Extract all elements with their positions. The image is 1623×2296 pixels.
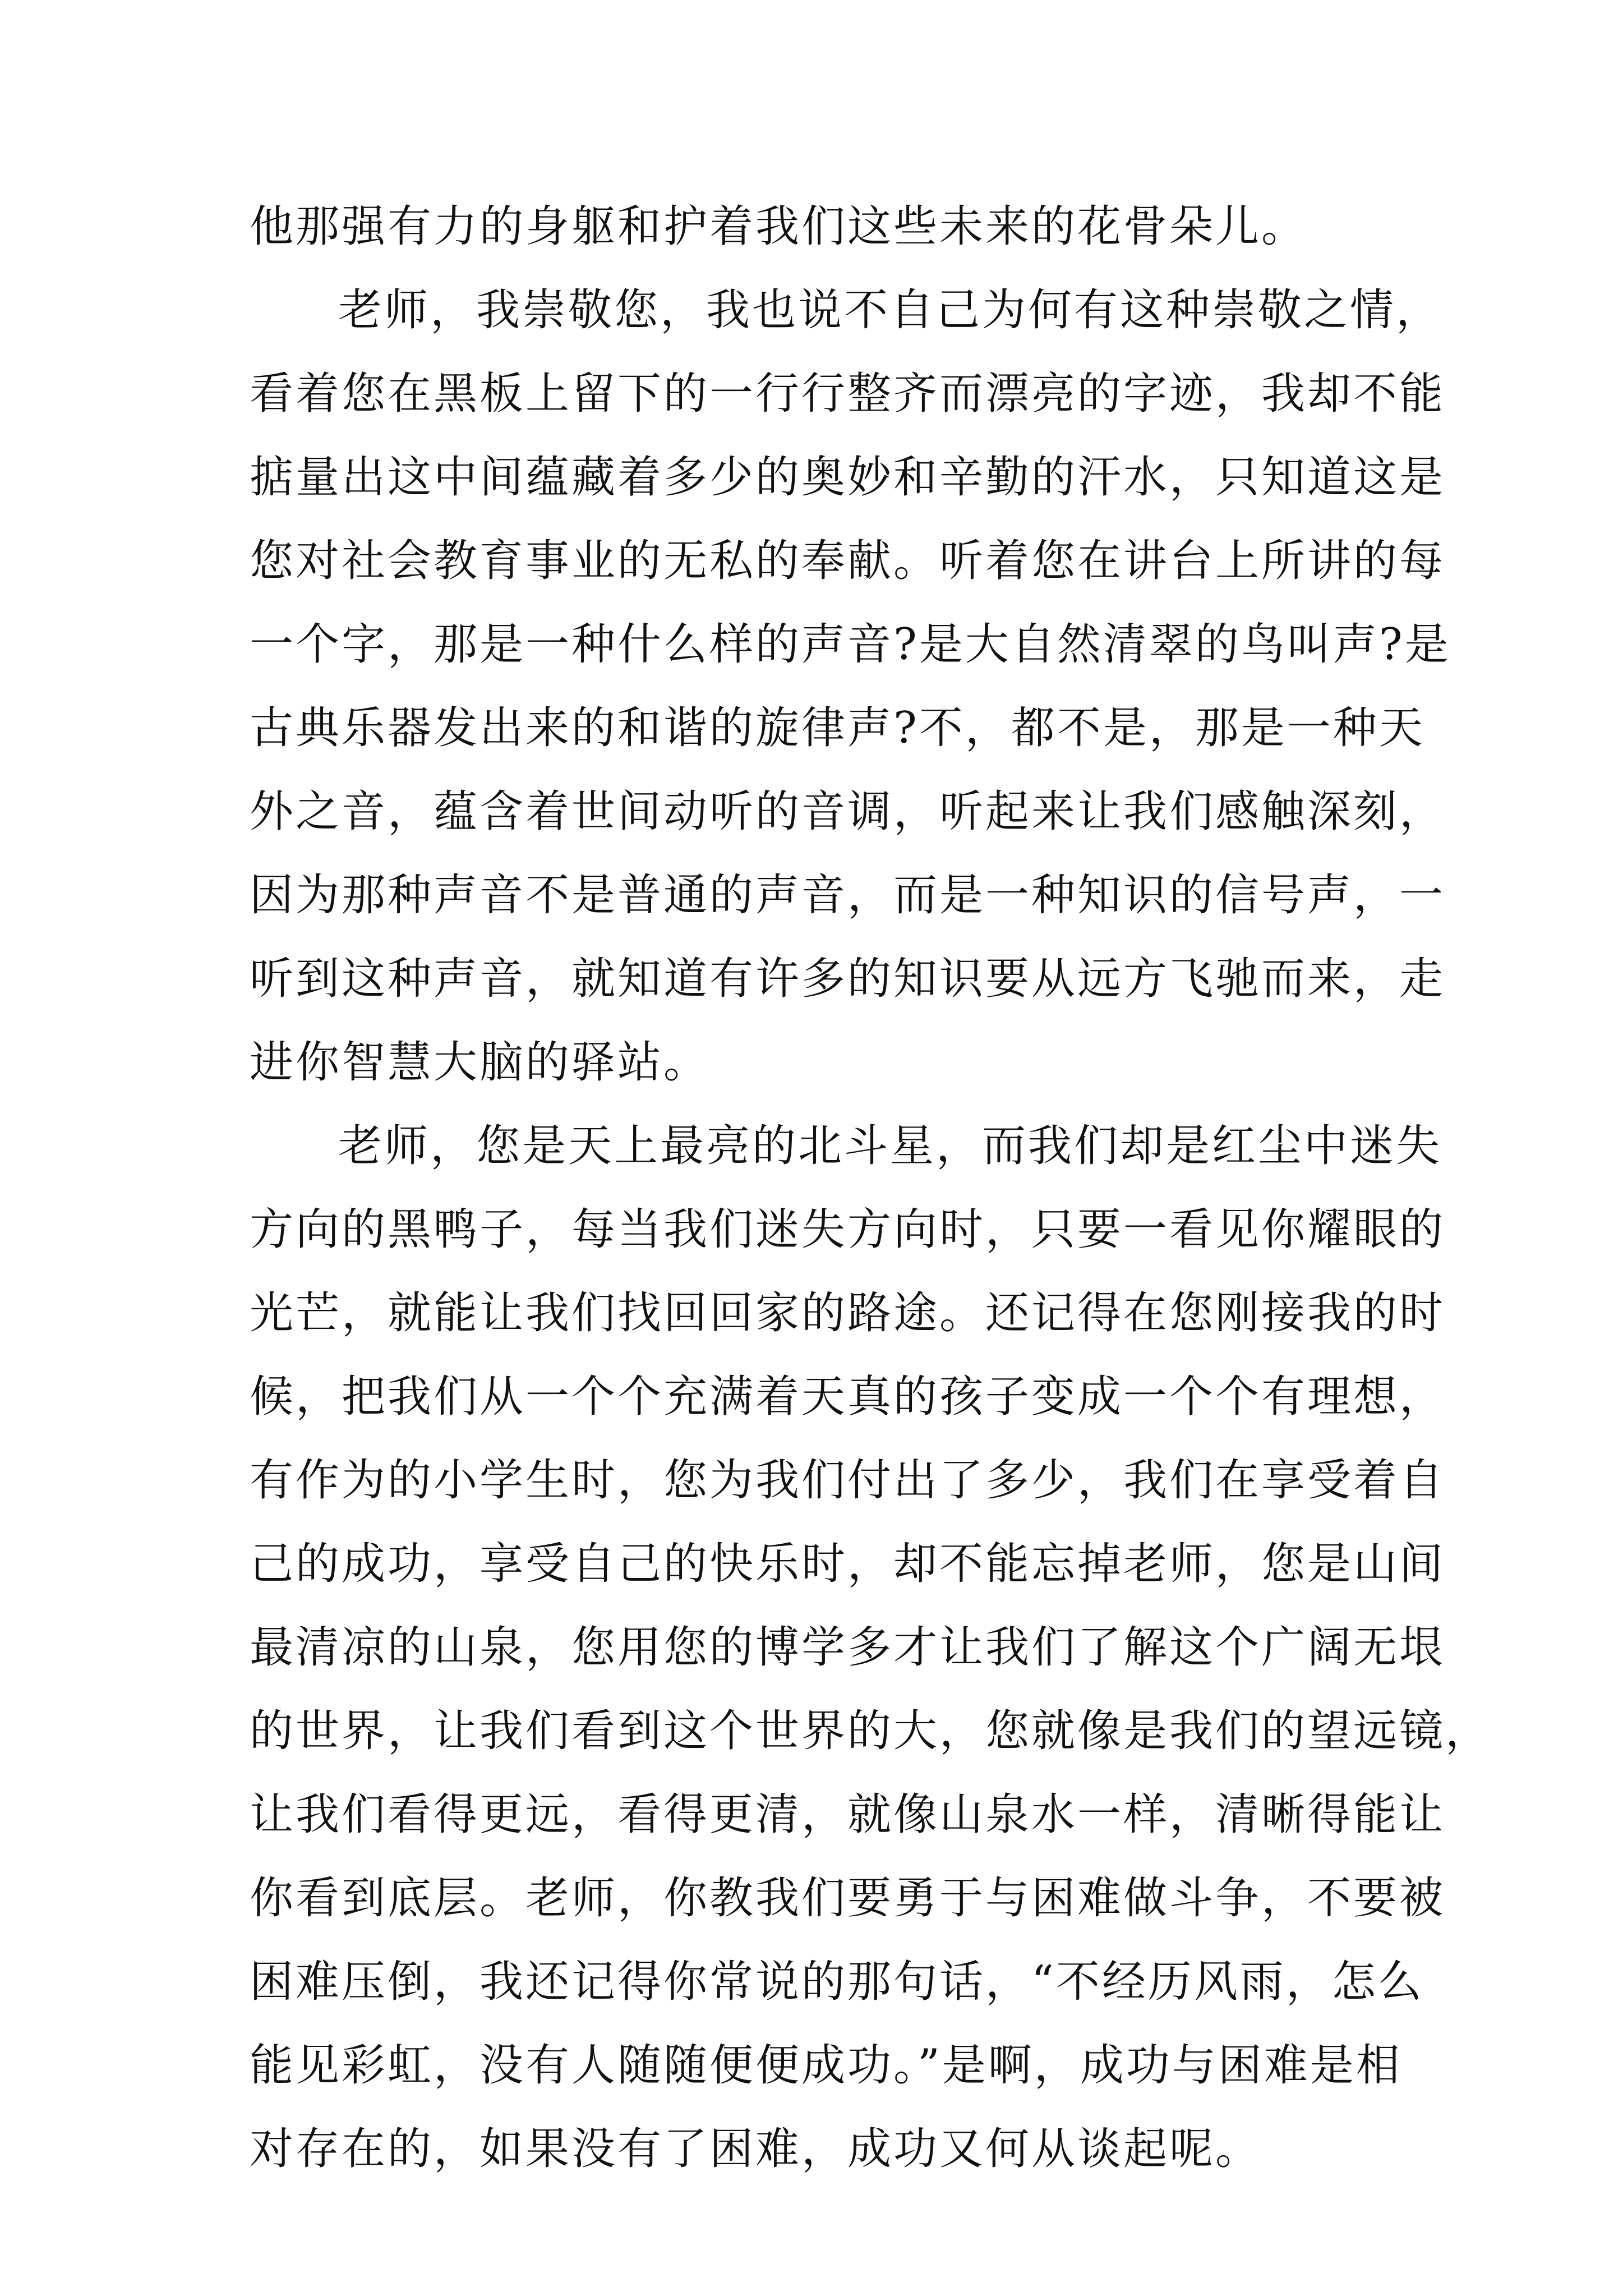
text-line: 方向的黑鸭子，每当我们迷失方向时，只要一看见你耀眼的: [250, 1204, 1446, 1255]
text-line: 看着您在黑板上留下的一行行整齐而漂亮的字迹，我却不能: [250, 369, 1446, 419]
text-line: 对存在的，如果没有了困难，成功又何从谈起呢。: [250, 2124, 1262, 2174]
text-line: 进你智慧大脑的驿站。: [250, 1037, 710, 1088]
document-body: [250, 185, 1492, 2191]
paragraph: [250, 1105, 1492, 2191]
text-line: 让我们看得更远，看得更清，就像山泉水一样，清晰得能让: [250, 1789, 1446, 1840]
text-line: 古典乐器发出来的和谐的旋律声?不，都不是，那是一种天: [250, 703, 1425, 753]
text-line: 老师，您是天上最亮的北斗星，而我们却是红尘中迷失: [338, 1121, 1442, 1171]
text-line: 听到这种声音，就知道有许多的知识要从远方飞驰而来，走: [250, 954, 1446, 1004]
text-line: 光芒，就能让我们找回回家的路途。还记得在您刚接我的时: [250, 1288, 1446, 1338]
text-line: 困难压倒，我还记得你常说的那句话，“不经历风雨，怎么: [250, 1957, 1424, 2007]
text-line: 己的成功，享受自己的快乐时，却不能忘掉老师，您是山间: [250, 1539, 1446, 1589]
text-line: 一个字，那是一种什么样的声音?是大自然清翠的鸟叫声?是: [250, 619, 1451, 670]
text-line: 能见彩虹，没有人随随便便成功。”是啊，成功与困难是相: [250, 2040, 1402, 2091]
text-line: 您对社会教育事业的无私的奉献。听着您在讲台上所讲的每: [250, 536, 1446, 586]
text-line: 外之音，蕴含着世间动听的音调，听起来让我们感触深刻，: [250, 786, 1446, 837]
text-line: 他那强有力的身躯和护着我们这些未来的花骨朵儿。: [250, 201, 1308, 252]
text-line: 老师，我崇敬您，我也说不自己为何有这种崇敬之情，: [338, 285, 1442, 335]
text-line: 掂量出这中间蕴藏着多少的奥妙和辛勤的汗水，只知道这是: [250, 452, 1446, 503]
text-line: 你看到底层。老师，你教我们要勇于与困难做斗争，不要被: [250, 1873, 1446, 1924]
text-line: 候，把我们从一个个充满着天真的孩子变成一个个有理想，: [250, 1372, 1446, 1422]
text-line: 的世界，让我们看到这个世界的大，您就像是我们的望远镜，: [250, 1706, 1492, 1756]
text-line: 最清凉的山泉，您用您的博学多才让我们了解这个广阔无垠: [250, 1622, 1446, 1673]
paragraph: [250, 185, 1388, 269]
text-line: 有作为的小学生时，您为我们付出了多少，我们在享受着自: [250, 1455, 1446, 1506]
text-line: 因为那种声音不是普通的声音，而是一种知识的信号声，一: [250, 870, 1446, 921]
paragraph: [250, 269, 1451, 1105]
